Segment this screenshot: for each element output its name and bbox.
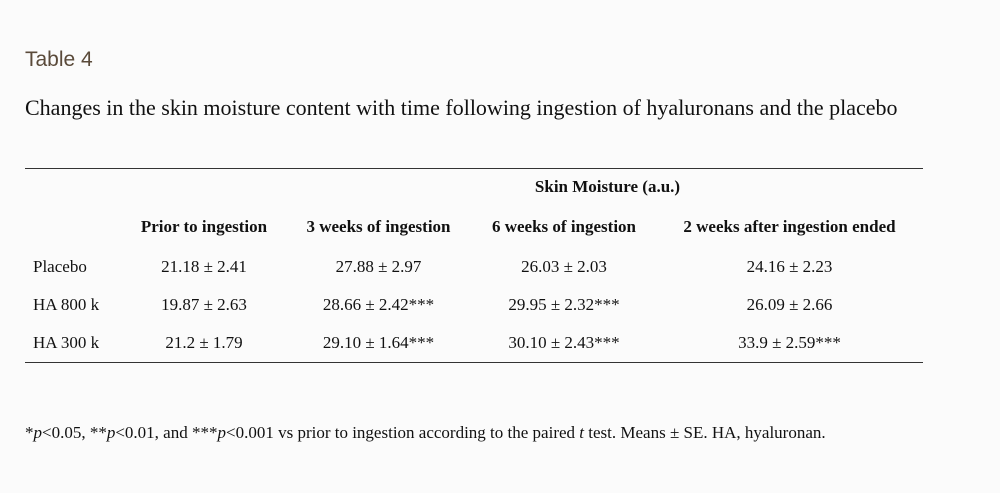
table-cell: 29.10 ± 1.64***: [322, 333, 435, 352]
table-cell: 21.18 ± 2.41: [161, 257, 247, 276]
table-cell: 27.88 ± 2.97: [335, 257, 422, 276]
table-cell: 19.87 ± 2.63: [161, 295, 247, 314]
table-cell: 28.66 ± 2.42***: [322, 295, 435, 314]
table-cell: 30.10 ± 2.43***: [508, 333, 620, 352]
table-label: Table 4: [25, 48, 93, 71]
footnote-t-italic: t: [579, 423, 585, 442]
table-cell: 29.95 ± 2.32***: [508, 295, 620, 314]
footnote-p-italic: p: [106, 423, 116, 442]
group-header: Skin Moisture (a.u.): [534, 177, 681, 196]
table-cell: 33.9 ± 2.59***: [738, 333, 841, 352]
table-bottom-rule: [25, 362, 923, 363]
col-header-2-weeks-after: 2 weeks after ingestion ended: [683, 217, 896, 236]
row-label-ha-800k: HA 800 k: [33, 295, 100, 314]
table-cell: 26.09 ± 2.66: [746, 295, 833, 314]
footnote-text: <0.01, and ***: [115, 423, 218, 442]
footnote-text: test. Means ± SE. HA, hyaluronan.: [584, 423, 826, 442]
row-label-ha-300k: HA 300 k: [33, 333, 100, 352]
col-header-6-weeks: 6 weeks of ingestion: [491, 217, 637, 236]
footnote-text: <0.05, **: [42, 423, 107, 442]
table-top-rule: [25, 168, 923, 169]
footnote-p-italic: p: [217, 423, 226, 442]
footnote-text: *: [25, 423, 34, 442]
table-cell: 24.16 ± 2.23: [746, 257, 833, 276]
footnote-text: <0.001 vs prior to ingestion according to the paired: [225, 423, 580, 442]
footnote-p-italic: p: [33, 423, 42, 442]
row-label-placebo: Placebo: [33, 257, 87, 276]
col-header-3-weeks: 3 weeks of ingestion: [306, 217, 451, 236]
table-caption: Changes in the skin moisture content with time following ingestion of hyaluronans and the placebo: [25, 95, 898, 120]
col-header-prior: Prior to ingestion: [140, 217, 268, 236]
table-cell: 26.03 ± 2.03: [521, 257, 607, 276]
table-footnote: [25, 423, 826, 443]
table-cell: 21.2 ± 1.79: [165, 333, 243, 352]
